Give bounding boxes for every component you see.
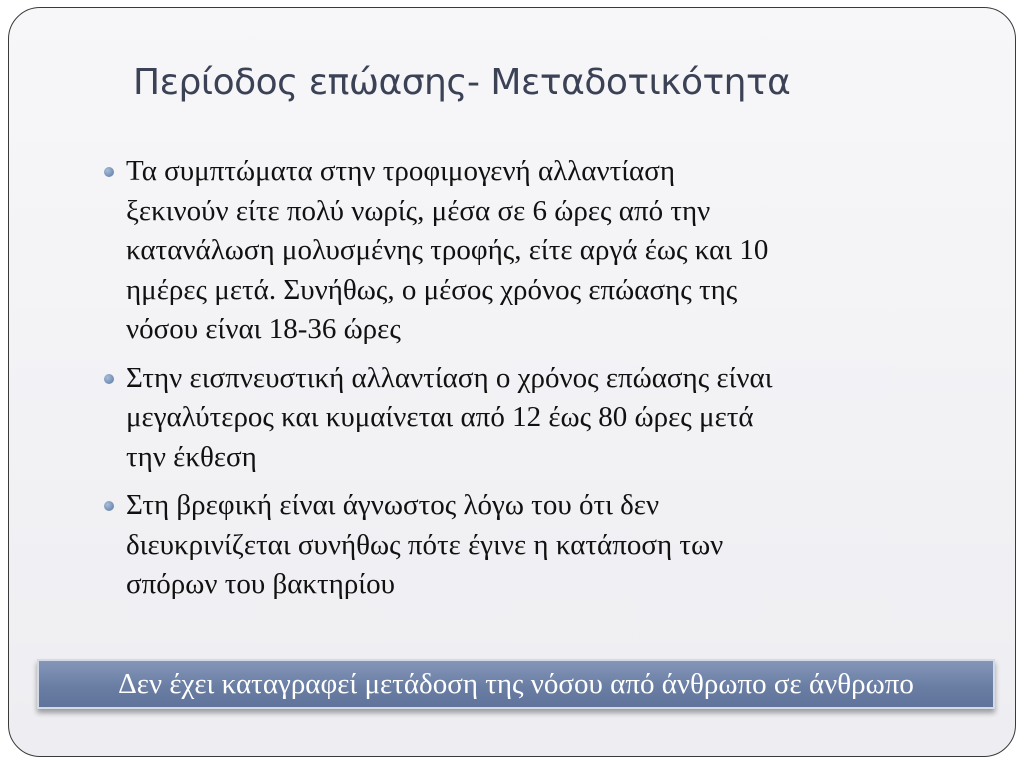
callout-banner-text: Δεν έχει καταγραφεί μετάδοση της νόσου από άνθρωπο σε άνθρωπο: [118, 667, 914, 700]
bullet-line: μεγαλύτερος και κυμαίνεται από 12 έως 80 ώρες μετά: [126, 401, 754, 433]
bullet-line: ημέρες μετά. Συνήθως, ο μέσος χρόνος επώασης της: [126, 273, 738, 306]
slide-title: Περίοδος επώασης- Μεταδοτικότητα: [133, 62, 791, 103]
bullet-line: Στη βρεφική είναι άγνωστος λόγω του ότι δεν: [126, 489, 660, 521]
bullet-item: [104, 486, 949, 605]
bullet-line: την έκθεση: [126, 440, 257, 473]
bullet-list: [104, 152, 949, 614]
callout-banner: [37, 659, 995, 709]
bullet-line: νόσου είναι 18-36 ώρες: [126, 313, 401, 345]
bullet-item: [104, 152, 949, 350]
bullet-line: Τα συμπτώματα στην τροφιμογενή αλλαντίαση: [126, 155, 676, 187]
bullet-line: Στην εισπνευστική αλλαντίαση ο χρόνος επώασης είναι: [126, 361, 773, 394]
bullet-dot-icon: [104, 374, 114, 384]
bullet-line: κατανάλωση μολυσμένης τροφής, είτε αργά έως και 10: [126, 234, 769, 266]
bullet-line: ξεκινούν είτε πολύ νωρίς, μέσα σε 6 ώρες από την: [126, 194, 711, 227]
bullet-line: διευκρινίζεται συνήθως πότε έγινε η κατάποση των: [126, 528, 724, 561]
bullet-dot-icon: [104, 501, 114, 511]
bullet-dot-icon: [104, 167, 114, 177]
bullet-item: [104, 359, 949, 478]
bullet-line: σπόρων του βακτηρίου: [126, 568, 395, 600]
